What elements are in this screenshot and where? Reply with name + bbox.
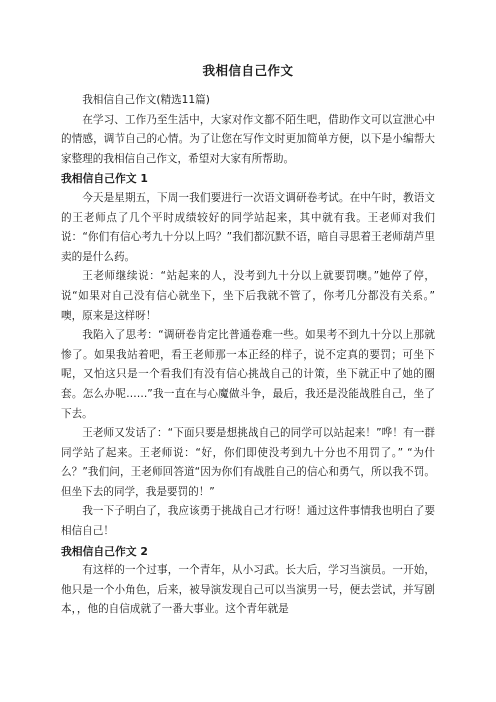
section1-paragraph: 王老师继续说：“站起来的人，没考到九十分以上就要罚噢。”她停了停，说“如果对自己没有信心就坐下，坐下后我就不管了，你考几分都没有关系。” 噢，原来是这样呀！ — [61, 270, 435, 322]
document-subtitle: 我相信自己作文(精选11篇) — [82, 94, 210, 106]
section-heading-1: 我相信自己作文 1 — [61, 172, 148, 186]
section1-paragraph: 我陷入了思考：“调研卷肯定比普通卷难一些。如果考不到九十分以上那就惨了。如果我站着吧，看王老师那一本正经的样子，说不定真的要罚；可坐下呢，又怕这只是一个看我们有没有信心挑战自己的计策，坐下就正中了她的圈套。怎么办呢……”我一直在与心魔做斗争，最后，我还是没能战胜自己，坐了下去。 — [61, 329, 435, 420]
section2-paragraph: 有这样的一个过事，一个青年，从小习武。长大后，学习当演员。一开始，他只是一个小角色，后来，被导演发现自己可以当演男一号，便去尝试，并写剧本，，他的自信成就了一番大事业。这个青年就是 — [61, 564, 435, 616]
section1-paragraph: 我一下子明白了，我应该勇于挑战自己才行呀！通过这件事情我也明白了要相信自己！ — [61, 505, 435, 538]
document-body — [61, 91, 435, 620]
section1-paragraph: 今天是星期五，下周一我们要进行一次语文调研卷考试。在中午时，教语文的王老师点了几个平时成绩较好的同学站起来，其中就有我。王老师对我们说：“你们有信心考九十分以上吗？”我们都沉默不语，暗自寻思着王老师葫芦里卖的是什么药。 — [61, 191, 435, 263]
section-heading-2: 我相信自己作文 2 — [61, 544, 148, 558]
section1-paragraph: 王老师又发话了：“下面只要是想挑战自己的同学可以站起来！”哗！有一群同学站了起来。王老师说：“好，你们即使没考到九十分也不用罚了。” “为什么？”我们问，王老师回答道“因为你们有战胜自己的信心和勇气，所以我不罚。但坐下去的同学，我是要罚的！” — [61, 427, 435, 498]
intro-paragraph: 在学习、工作乃至生活中，大家对作文都不陌生吧，借助作文可以宣泄心中的情感，调节自己的心情。为了让您在写作文时更加简单方便，以下是小编帮大家整理的我相信自己作文，希望对大家有所帮助。 — [61, 113, 435, 165]
document-title: 我相信自己作文 — [202, 63, 294, 78]
